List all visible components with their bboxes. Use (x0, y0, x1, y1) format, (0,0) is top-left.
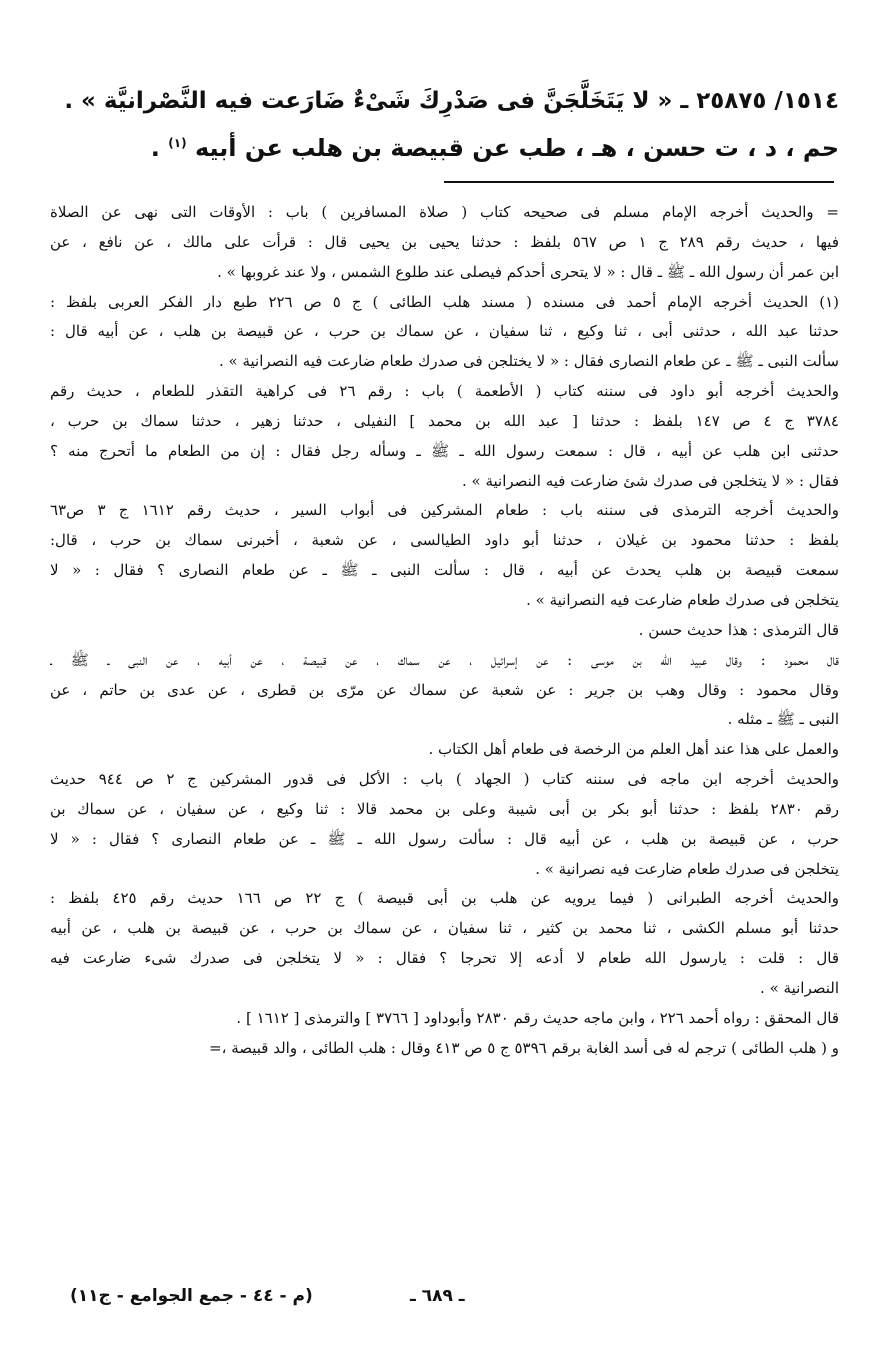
footnote-line: والحديث أخرجه ابن ماجه فى سننه كتاب ( الجهاد ) باب : الأكل فى قدور المشركين ج ٢ ص ٩٤٤ حديث (50, 770, 839, 789)
hadith-sources-end: . (150, 134, 169, 162)
footnote-line: النصرانية » . (760, 978, 839, 997)
footnote-line: و ( هلب الطائى ) ترجم له فى أسد الغابة برقم ٥٣٩٦ ج ٥ ص ٤١٣ وقال : هلب الطائى ، والد قبيصة ،= (209, 1038, 839, 1057)
footnote-line: والحديث أخرجه أبو داود فى سننه كتاب ( الأطعمة ) باب : رقم ٢٦ فى كراهية التقذر للطعام ، حديث رقم (50, 382, 839, 401)
footnote-line: حدثنى ابن هلب عن أبيه ، قال : سمعت رسول الله ـ ﷺ ـ وسأله رجل فقال : إن من الطعام ما أتحرج منه ؟ (50, 441, 839, 460)
footnote-line: ابن عمر أن رسول الله ـ ﷺ ـ قال : « لا يتحرى أحدكم فيصلى عند طلوع الشمس ، ولا عند غروبها » . (217, 262, 839, 281)
footnote-line: (١) الحديث أخرجه الإمام أحمد فى مسنده ( مسند هلب الطائى ) ج ٥ ص ٢٢٦ طبع دار الفكر العربى بلفظ : (50, 292, 839, 311)
footnote-line: وقال محمود : وقال وهب بن جرير : عن شعبة عن سماك عن مرّى بن قطرى ، عن عدى بن حاتم ، عن (50, 680, 839, 699)
footnote-line: يتخلجن فى صدرك طعام ضارعت فيه نصرانية » . (535, 859, 839, 878)
footnote-line: حدثنا عبد الله ، حدثنى أبى ، ثنا وكيع ، ثنا سفيان ، عن سماك بن حرب ، عن قبيصة بن هلب ، عن أبيه قال : (50, 322, 839, 341)
footnote-separator (444, 181, 834, 183)
footnotes (50, 198, 839, 1063)
footnote-line: فيها ، حديث رقم ٢٨٩ ج ١ ص ٥٦٧ بلفظ : حدثنا يحيى بن يحيى قال : قرأت على مالك ، عن نافع ، عن (50, 232, 839, 251)
footnote-line: سمعت قبيصة بن هلب يحدث عن أبيه ، قال : سألت النبى ـ ﷺ ـ عن طعام النصارى ؟ فقال : « لا (50, 561, 839, 580)
footnote-line: قال : قلت : يارسول الله طعام لا أدعه إلا تحرجا ؟ فقال : « لا يتخلجن فى صدرك شىء ضارعت فيه (50, 949, 839, 968)
page-number: ـ ٦٨٩ ـ (410, 1286, 465, 1306)
hadith-text: ١٥١٤/ ٢٥٨٧٥ ـ « لا يَتَخَلَّجَنَّ فى صَدْرِكَ شَىْءٌ ضَارَعت فيه النَّصْرانيَّة » . (64, 88, 839, 114)
page-footer (70, 1286, 819, 1316)
footnote-line: قال محمود : وقال عبيد الله بن موسى : عن إسرائيل ، عن سماك ، عن قبيصة ، عن أبيه ، عن النبى ـ ﷺ ـ (50, 650, 839, 669)
footnote-line: فقال : « لا يتخلجن فى صدرك شئ ضارعت فيه النصرانية » . (461, 471, 839, 490)
footnote-marker: (١) (168, 136, 187, 150)
footnote-line: بلفظ : حدثنا محمود بن غيلان ، حدثنا أبو داود الطيالسى ، عن شعبة ، أخبرنى سماك بن حرب ، قال: (50, 531, 839, 550)
hadith-block (60, 80, 839, 169)
footnote-line: حرب ، عن قبيصة بن هلب ، عن أبيه قال : سألت رسول الله ـ ﷺ ـ عن طعام النصارى ؟ فقال : « لا (50, 829, 839, 848)
footnote-line: قال المحقق : رواه أحمد ٢٢٦ ، وابن ماجه حديث رقم ٢٨٣٠ وأبوداود [ ٣٧٦٦ ] والترمذى [ ١٦١٢ ] . (236, 1008, 839, 1027)
footnote-line: والحديث أخرجه الطبرانى ( فيما يرويه عن هلب بن أبى قبيصة ) ج ٢٢ ص ١٦٦ حديث رقم ٤٢٥ بلفظ : (50, 889, 839, 908)
footnote-line: = والحديث أخرجه الإمام مسلم فى صحيحه كتاب ( صلاة المسافرين ) باب : الأوقات التى نهى عن الصلاة (50, 203, 839, 221)
footnote-line: والحديث أخرجه الترمذى فى سننه باب : طعام المشركين فى أبواب السير ، حديث رقم ١٦١٢ ج ٣ ص٦٣ (50, 501, 839, 520)
footnote-line: والعمل على هذا عند أهل العلم من الرخصة فى طعام أهل الكتاب . (428, 740, 839, 759)
volume-signature: (م - ٤٤ - جمع الجوامع - ج١١) (70, 1286, 313, 1306)
footnote-line: حدثنا أبو مسلم الكشى ، ثنا محمد بن كثير ، ثنا سفيان ، عن سماك بن حرب ، عن قبيصة بن هلب ، عن أبيه (50, 919, 839, 938)
footnote-line: قال الترمذى : هذا حديث حسن . (638, 620, 839, 639)
hadith-sources-text: حم ، د ، ت حسن ، هـ ، طب عن قبيصة بن هلب عن أبيه (194, 134, 839, 162)
footnote-line: يتخلجن فى صدرك طعام ضارعت فيه النصرانية » . (526, 590, 839, 609)
hadith-sources (60, 122, 839, 169)
footnote-line: النبى ـ ﷺ ـ مثله . (727, 710, 839, 729)
footnote-line: رقم ٢٨٣٠ بلفظ : حدثنا أبو بكر بن أبى شيبة وعلى بن محمد قالا : ثنا وكيع ، عن سفيان ، عن سماك بن (50, 799, 839, 818)
footnote-line: ٣٧٨٤ ج ٤ ص ١٤٧ بلفظ : حدثنا [ عبد الله بن محمد ] النفيلى ، حدثنا زهير ، حدثنا سماك بن حرب ، (50, 411, 839, 430)
footnote-line: سألت النبى ـ ﷺ ـ عن طعام النصارى فقال : « لا يختلجن فى صدرك طعام ضارعت فيه النصرانية » . (219, 352, 839, 371)
